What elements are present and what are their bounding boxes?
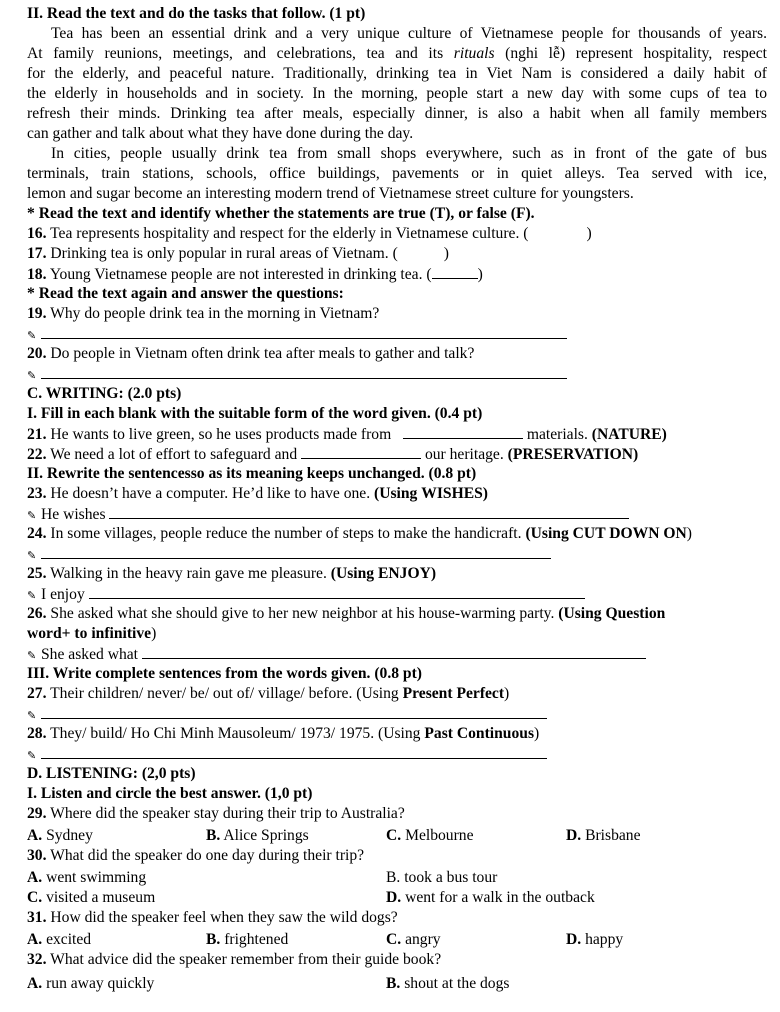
writing-heading: C. WRITING: (2.0 pts) [27, 385, 182, 402]
option-c[interactable]: C. Melbourne [386, 827, 474, 844]
passage-line: refresh their minds. Drinking tea after meals, especially dinner, is also a habit when all family members [27, 105, 767, 122]
option-d[interactable]: D. went for a walk in the outback [386, 889, 595, 906]
writing-part2: II. Rewrite the sentencesso as its meaning keeps unchanged. (0.8 pt) [27, 465, 477, 482]
question-20: 20. Do people in Vietnam often drink tea after meals to gather and talk? [27, 345, 475, 362]
question-18: 18. Young Vietnamese people are not interested in drinking tea. ( ) [27, 266, 483, 283]
option-a[interactable]: A. run away quickly [27, 975, 155, 992]
question-27: 27. Their children/ never/ be/ out of/ village/ before. (Using Present Perfect) [27, 685, 510, 702]
question-24: 24. In some villages, people reduce the number of steps to make the handicraft. (Using CUT DOWN ON) [27, 525, 692, 542]
option-d[interactable]: D. Brisbane [566, 827, 641, 844]
listening-heading: D. LISTENING: (2,0 pts) [27, 765, 196, 782]
answer-line-20[interactable] [27, 364, 567, 386]
option-b[interactable]: B. frightened [206, 931, 289, 948]
answer-line-25[interactable]: ✎ I enjoy [27, 584, 585, 606]
question-22: 22. We need a lot of effort to safeguard and our heritage. (PRESERVATION) [27, 446, 639, 463]
answer-line-19[interactable] [27, 324, 567, 346]
writing-part3: III. Write complete sentences from the words given. (0.8 pt) [27, 665, 422, 682]
option-a[interactable]: A. Sydney [27, 827, 93, 844]
passage-line: At family reunions, meetings, and celebrations, tea and its rituals (nghi lễ) represent hospitality, respect [27, 45, 767, 62]
passage-line: for the elderly, and peaceful nature. Traditionally, drinking tea in Viet Nam is considered a daily habit of [27, 65, 767, 82]
pen-icon: ✎ [27, 750, 37, 762]
option-b[interactable]: B. took a bus tour [386, 869, 498, 886]
writing-part1: I. Fill in each blank with the suitable form of the word given. (0.4 pt) [27, 405, 483, 422]
question-17: 17. Drinking tea is only popular in rural areas of Vietnam. ( ) [27, 245, 449, 262]
option-d[interactable]: D. happy [566, 931, 624, 948]
question-25: 25. Walking in the heavy rain gave me pleasure. (Using ENJOY) [27, 565, 437, 582]
pen-icon: ✎ [27, 650, 37, 662]
pen-icon: ✎ [27, 330, 37, 342]
option-c[interactable]: C. angry [386, 931, 441, 948]
question-32: 32. What advice did the speaker remember from their guide book? [27, 951, 442, 968]
tf-instruction: * Read the text and identify whether the statements are true (T), or false (F). [27, 205, 535, 222]
question-19: 19. Why do people drink tea in the morning in Vietnam? [27, 305, 380, 322]
option-a[interactable]: A. went swimming [27, 869, 147, 886]
answer-blank[interactable] [432, 264, 478, 279]
question-28: 28. They/ build/ Ho Chi Minh Mausoleum/ 1973/ 1975. (Using Past Continuous) [27, 725, 540, 742]
option-b[interactable]: B. Alice Springs [206, 827, 309, 844]
passage-line: Tea has been an essential drink and a very unique culture of Vietnamese people for thousands of years. [51, 25, 767, 42]
question-21: 21. He wants to live green, so he uses products made from materials. (NATURE) [27, 426, 667, 443]
pen-icon: ✎ [27, 550, 37, 562]
answer-line-24[interactable] [27, 544, 551, 566]
pen-icon: ✎ [27, 590, 37, 602]
answer-line-28[interactable] [27, 744, 547, 766]
passage-line: lemon and sugar become an interesting modern trend of Vietnamese street culture for youngsters. [27, 185, 634, 202]
question-26-cont: word+ to infinitive) [27, 625, 157, 642]
answer-blank[interactable] [403, 424, 523, 439]
passage-line: In cities, people usually drink tea from small shops everywhere, such as in front of the gate of bus [51, 145, 767, 162]
answer-line-27[interactable] [27, 704, 547, 726]
question-23: 23. He doesn’t have a computer. He’d like to have one. (Using WISHES) [27, 485, 488, 502]
option-c[interactable]: C. visited a museum [27, 889, 156, 906]
question-31: 31. How did the speaker feel when they saw the wild dogs? [27, 909, 398, 926]
reading-heading: II. Read the text and do the tasks that follow. (1 pt) [27, 5, 366, 22]
answer-blank[interactable] [301, 444, 421, 459]
option-a[interactable]: A. excited [27, 931, 92, 948]
question-30: 30. What did the speaker do one day during their trip? [27, 847, 365, 864]
question-16: 16. Tea represents hospitality and respect for the elderly in Vietnamese culture. ( ) [27, 225, 592, 242]
question-29: 29. Where did the speaker stay during their trip to Australia? [27, 805, 405, 822]
listening-part1: I. Listen and circle the best answer. (1,0 pt) [27, 785, 313, 802]
pen-icon: ✎ [27, 510, 37, 522]
passage-line: terminals, train stations, schools, office buildings, pavements or in quiet alleys. Tea served with ice, [27, 165, 767, 182]
passage-line: can gather and talk about what they have done during the day. [27, 125, 414, 142]
passage-line: the elderly in households and in society. In the morning, people start a new day with some cups of tea to [27, 85, 767, 102]
qa-instruction: * Read the text again and answer the questions: [27, 285, 344, 302]
answer-line-26[interactable]: ✎ She asked what [27, 644, 646, 666]
question-26: 26. She asked what she should give to her new neighbor at his house-warming party. (Using Question [27, 605, 666, 622]
option-b[interactable]: B. shout at the dogs [386, 975, 510, 992]
answer-line-23[interactable]: ✎ He wishes [27, 504, 629, 526]
pen-icon: ✎ [27, 370, 37, 382]
pen-icon: ✎ [27, 710, 37, 722]
